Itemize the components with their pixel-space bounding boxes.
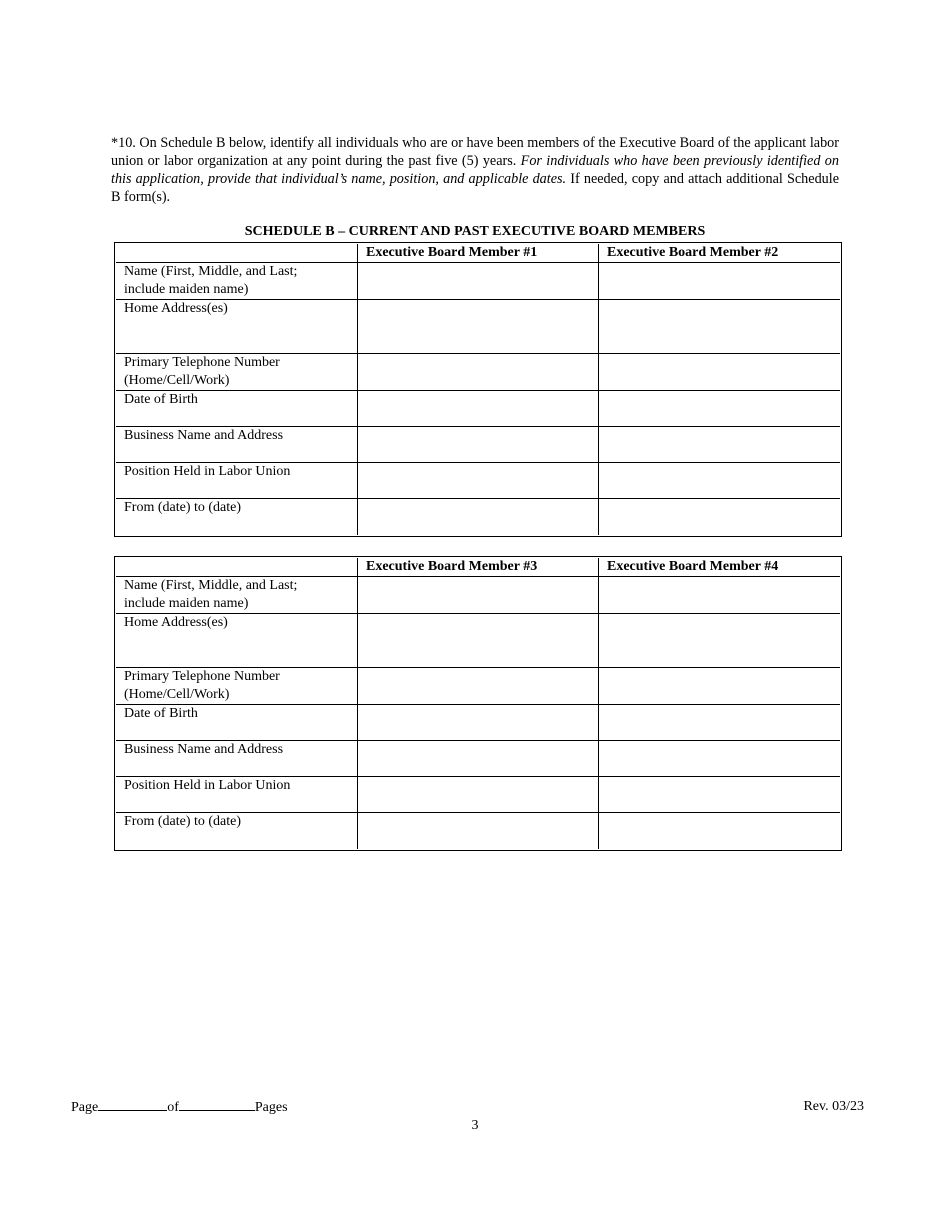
name-label: Name (First, Middle, and Last; include maiden name) <box>116 263 358 300</box>
dates-label: From (date) to (date) <box>116 813 358 849</box>
member-4-home-address-field[interactable] <box>599 614 840 668</box>
home-address-row <box>116 300 840 354</box>
member-2-header: Executive Board Member #2 <box>599 244 840 263</box>
member-2-dates-field[interactable] <box>599 499 840 535</box>
dates-row <box>116 813 840 849</box>
home-address-label: Home Address(es) <box>116 300 358 354</box>
revision-label: Rev. 03/23 <box>803 1099 864 1114</box>
business-label: Business Name and Address <box>116 741 358 777</box>
member-2-position-field[interactable] <box>599 463 840 499</box>
business-row <box>116 741 840 777</box>
phone-label: Primary Telephone Number (Home/Cell/Work) <box>116 354 358 391</box>
dob-label: Date of Birth <box>116 391 358 427</box>
member-3-business-field[interactable] <box>358 741 599 777</box>
member-1-header: Executive Board Member #1 <box>358 244 599 263</box>
member-1-position-field[interactable] <box>358 463 599 499</box>
member-3-phone-field[interactable] <box>358 668 599 705</box>
dob-row <box>116 705 840 741</box>
member-1-name-field[interactable] <box>358 263 599 300</box>
schedule-title: SCHEDULE B – CURRENT AND PAST EXECUTIVE BOARD MEMBERS <box>244 224 706 239</box>
member-4-position-field[interactable] <box>599 777 840 813</box>
member-4-phone-field[interactable] <box>599 668 840 705</box>
of-label: of <box>167 1100 179 1115</box>
position-row <box>116 463 840 499</box>
member-2-phone-field[interactable] <box>599 354 840 391</box>
dates-row <box>116 499 840 535</box>
question-10-instructions <box>111 134 839 206</box>
instructions-italic-text: For individuals who have been previously identified on this application, provide that individual’s name, position, and applicable dates. <box>111 153 839 187</box>
member-3-dates-field[interactable] <box>358 813 599 849</box>
dates-label: From (date) to (date) <box>116 499 358 535</box>
member-1-home-address-field[interactable] <box>358 300 599 354</box>
instructions-end-text: If needed, copy and attach additional Schedule B form(s). <box>111 171 840 205</box>
member-4-header: Executive Board Member #4 <box>599 558 840 577</box>
page-label: Page <box>71 1100 99 1115</box>
member-1-dates-field[interactable] <box>358 499 599 535</box>
home-address-label: Home Address(es) <box>116 614 358 668</box>
member-3-dob-field[interactable] <box>358 705 599 741</box>
header-row <box>116 558 840 577</box>
member-2-dob-field[interactable] <box>599 391 840 427</box>
member-2-home-address-field[interactable] <box>599 300 840 354</box>
header-row <box>116 244 840 263</box>
position-label: Position Held in Labor Union <box>116 777 358 813</box>
member-4-dob-field[interactable] <box>599 705 840 741</box>
member-1-business-field[interactable] <box>358 427 599 463</box>
name-row <box>116 577 840 614</box>
member-3-home-address-field[interactable] <box>358 614 599 668</box>
member-1-dob-field[interactable] <box>358 391 599 427</box>
phone-row <box>116 668 840 705</box>
dob-row <box>116 391 840 427</box>
position-row <box>116 777 840 813</box>
member-3-name-field[interactable] <box>358 577 599 614</box>
member-4-dates-field[interactable] <box>599 813 840 849</box>
member-4-name-field[interactable] <box>599 577 840 614</box>
phone-label: Primary Telephone Number (Home/Cell/Work) <box>116 668 358 705</box>
business-row <box>116 427 840 463</box>
member-1-phone-field[interactable] <box>358 354 599 391</box>
home-address-row <box>116 614 840 668</box>
business-label: Business Name and Address <box>116 427 358 463</box>
page-count-footer <box>71 1098 288 1117</box>
name-row <box>116 263 840 300</box>
page-number: 3 <box>471 1118 479 1133</box>
executive-board-table-1 <box>114 242 842 537</box>
phone-row <box>116 354 840 391</box>
member-3-header: Executive Board Member #3 <box>358 558 599 577</box>
position-label: Position Held in Labor Union <box>116 463 358 499</box>
label-header-cell <box>116 244 358 263</box>
member-4-business-field[interactable] <box>599 741 840 777</box>
total-pages-blank[interactable] <box>179 1098 255 1111</box>
member-2-business-field[interactable] <box>599 427 840 463</box>
member-3-position-field[interactable] <box>358 777 599 813</box>
member-2-name-field[interactable] <box>599 263 840 300</box>
executive-board-table-2 <box>114 556 842 851</box>
dob-label: Date of Birth <box>116 705 358 741</box>
label-header-cell <box>116 558 358 577</box>
name-label: Name (First, Middle, and Last; include maiden name) <box>116 577 358 614</box>
instructions-text: *10. On Schedule B below, identify all individuals who are or have been members of the Executive Board of the applicant labor union or labor organization at any point during the past five (5) years. <box>111 135 839 169</box>
page-number-blank[interactable] <box>98 1098 167 1111</box>
pages-label: Pages <box>254 1100 288 1115</box>
